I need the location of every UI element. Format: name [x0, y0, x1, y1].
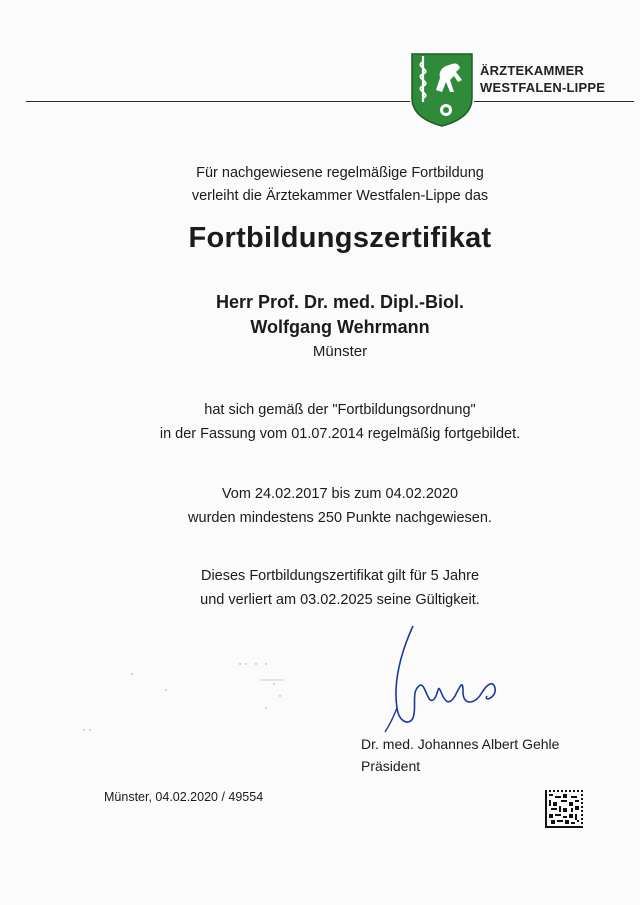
certificate-title: Fortbildungszertifikat [188, 222, 492, 254]
signatory-role: Präsident [361, 758, 421, 774]
aerztekammer-crest-icon [410, 52, 474, 128]
validity-paragraph [0, 564, 640, 612]
intro-line-2: verleiht die Ärztekammer Westfalen-Lippe das [191, 188, 489, 204]
intro-line-1: Für nachgewiesene regelmäßige Fortbildung [196, 165, 484, 181]
regulation-line-2: in der Fassung vom 01.07.2014 regelmäßig fortgebildet. [159, 426, 521, 442]
period-line-2: wurden mindestens 250 Punkte nachgewiesen. [188, 510, 492, 526]
signatory-name: Dr. med. Johannes Albert Gehle [361, 736, 560, 752]
recipient-name [0, 290, 640, 340]
place-date-reference: Münster, 04.02.2020 / 49554 [104, 790, 264, 804]
validity-line-2: und verliert am 03.02.2025 seine Gültigkeit. [200, 592, 480, 608]
signatory-block [361, 733, 559, 777]
recipient-title-line: Herr Prof. Dr. med. Dipl.-Biol. [215, 292, 465, 312]
regulation-paragraph [0, 398, 640, 446]
president-signature [383, 622, 513, 734]
recipient-name-line: Wolfgang Wehrmann [250, 317, 430, 337]
organization-name [480, 62, 605, 96]
datamatrix-code-icon [545, 790, 583, 828]
recipient-city: Münster [312, 343, 368, 360]
validity-line-1: Dieses Fortbildungszertifikat gilt für 5 Jahre [200, 568, 480, 584]
header-rule-right [474, 101, 634, 102]
header-rule-left [26, 101, 410, 102]
organization-name-line2: WESTFALEN-LIPPE [480, 80, 606, 95]
period-line-1: Vom 24.02.2017 bis zum 04.02.2020 [221, 486, 459, 502]
regulation-line-1: hat sich gemäß der "Fortbildungsordnung" [204, 402, 476, 418]
period-paragraph [0, 482, 640, 530]
intro-text [0, 162, 640, 208]
scan-noise [70, 650, 330, 740]
organization-name-line1: ÄRZTEKAMMER [480, 63, 585, 78]
